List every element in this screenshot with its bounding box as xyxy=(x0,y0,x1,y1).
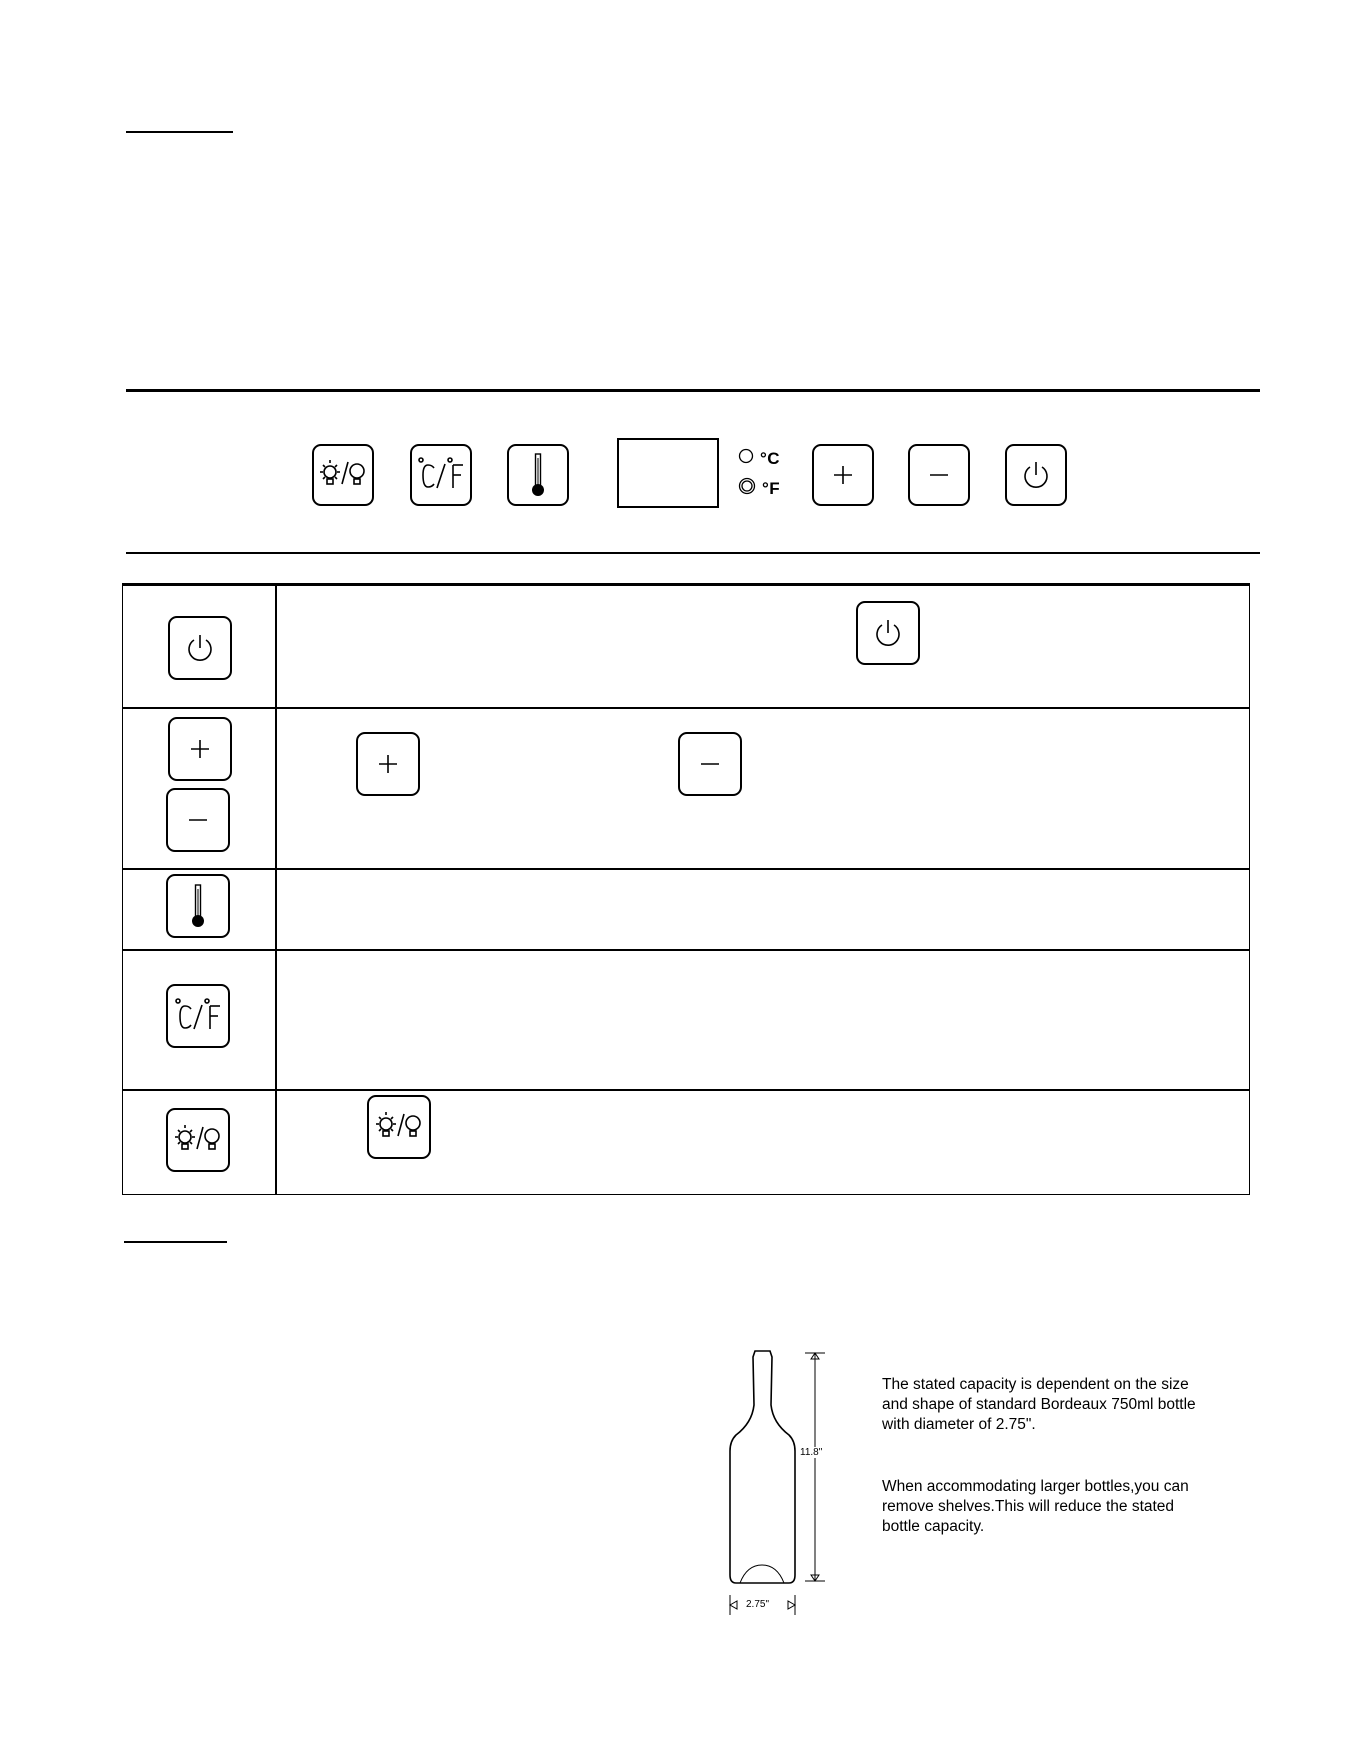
indicator-light-icon xyxy=(738,448,754,469)
power-icon xyxy=(1021,460,1051,490)
minus-icon xyxy=(187,809,209,831)
function-table xyxy=(122,583,1250,1195)
power-button[interactable] xyxy=(1005,444,1067,506)
minus-icon xyxy=(699,753,721,775)
plus-button[interactable] xyxy=(812,444,874,506)
unit-label-f: °F xyxy=(762,478,781,498)
bottle-illustration xyxy=(725,1345,835,1635)
minus-icon xyxy=(928,464,950,486)
plus-icon xyxy=(189,738,211,760)
inline-plus-key xyxy=(356,732,420,796)
table-row-light-key xyxy=(166,1108,230,1172)
power-icon xyxy=(873,618,903,648)
unit-label-c: °C xyxy=(760,448,781,468)
light-toggle-icon xyxy=(318,458,368,492)
table-row-thermometer-key xyxy=(166,874,230,938)
table-row-unit-key xyxy=(166,984,230,1048)
celsius-fahrenheit-icon xyxy=(415,456,467,494)
light-toggle-icon xyxy=(173,1123,223,1157)
celsius-fahrenheit-icon xyxy=(172,997,224,1035)
unit-toggle-button[interactable] xyxy=(410,444,472,506)
power-icon xyxy=(185,633,215,663)
table-row-minus-key xyxy=(166,788,230,852)
larger-bottles-note: When accommodating larger bottles,you can remove shelves.This will reduce the stated bottle capacity. xyxy=(882,1478,1189,1535)
inline-minus-key xyxy=(678,732,742,796)
minus-button[interactable] xyxy=(908,444,970,506)
section-heading-rule-bottom xyxy=(124,1241,227,1243)
table-column-divider xyxy=(275,586,277,1194)
unit-indicator-fahrenheit xyxy=(738,477,780,500)
bottle-diagram xyxy=(725,1345,835,1635)
table-row-divider xyxy=(123,868,1249,870)
table-row-divider xyxy=(123,707,1249,709)
table-row-plus-key xyxy=(168,717,232,781)
thermometer-icon xyxy=(528,452,548,498)
bottle-diameter-label: 2.75" xyxy=(746,1599,770,1610)
table-row-divider xyxy=(123,1089,1249,1091)
panel-top-rule xyxy=(126,389,1260,392)
plus-icon xyxy=(832,464,854,486)
panel-bottom-rule xyxy=(126,552,1260,554)
section-heading-rule-top xyxy=(126,131,233,133)
inline-power-key xyxy=(856,601,920,665)
unit-indicator-celsius xyxy=(738,448,780,469)
temperature-display xyxy=(617,438,719,508)
table-row-divider xyxy=(123,949,1249,951)
temperature-display-button[interactable] xyxy=(507,444,569,506)
thermometer-icon xyxy=(188,883,208,929)
bottle-capacity-note: The stated capacity is dependent on the size and shape of standard Bordeaux 750ml bottle with diameter of 2.75". xyxy=(882,1376,1196,1433)
table-row-power-key xyxy=(168,616,232,680)
plus-icon xyxy=(377,753,399,775)
bottle-height-label: 11.8" xyxy=(800,1447,823,1458)
inline-light-key xyxy=(367,1095,431,1159)
light-button[interactable] xyxy=(312,444,374,506)
light-toggle-icon xyxy=(374,1110,424,1144)
indicator-light-icon xyxy=(738,477,756,500)
